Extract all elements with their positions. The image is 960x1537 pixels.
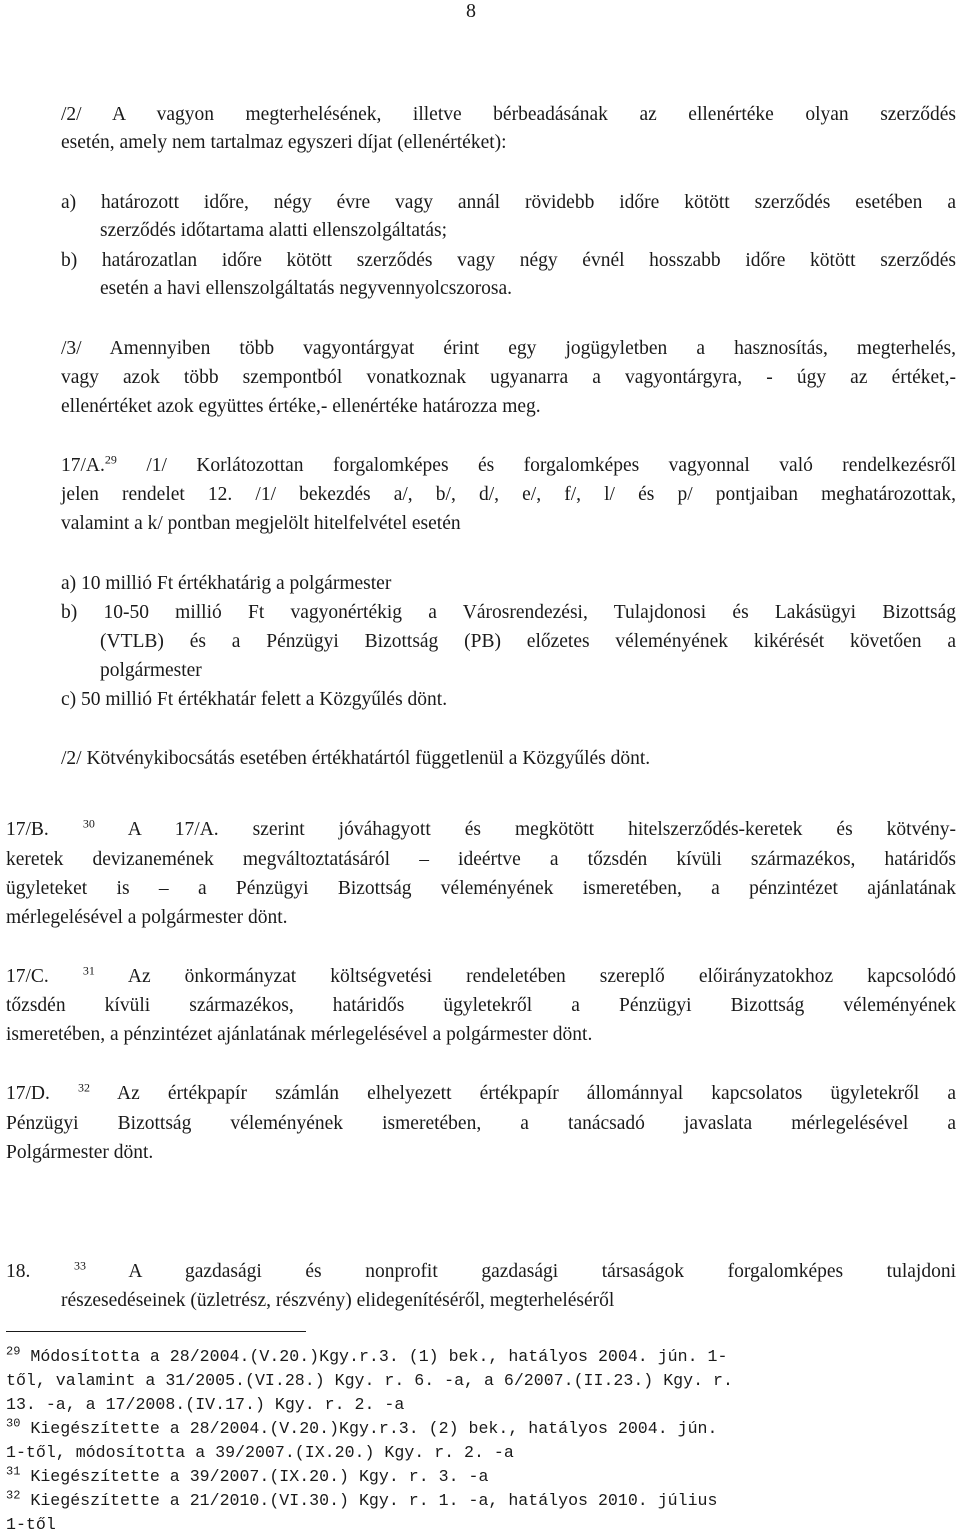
threshold-item-b-cont: polgármester [100,660,202,681]
threshold-item-a: a) 10 millió Ft értékhatárig a polgármester [61,573,392,594]
section-17d-heading: 17/D. [6,1083,78,1104]
footnote-ref-32: 32 [78,1080,90,1095]
footnote-number: 32 [6,1488,21,1503]
section-18-line: részesedéseinek (üzletrész, részvény) elidegenítéséről, megterheléséről [61,1290,615,1311]
para-2-line: esetén, amely nem tartalmaz egyszeri díjat (ellenértéket): [61,132,507,153]
para-2-line: /2/ A vagyon megterhelésének, illetve bérbeadásának az ellenértéke olyan szerződés [61,104,956,125]
footnote-30-cont: 1-től, módosította a 39/2007.(IX.20.) Kgy. r. 2. -a [6,1443,514,1462]
section-18-heading: 18. [6,1261,74,1282]
para-3-line: ellenértéket azok együttes értéke,- ellenértéke határozza meg. [61,396,541,417]
section-17d-line: Pénzügyi Bizottság véleményének ismeretében, a tanácsadó javaslata mérlegelésével a [6,1113,956,1134]
footnote-number: 31 [6,1464,21,1479]
threshold-item-b: b) 10-50 millió Ft vagyonértékig a Városrendezési, Tulajdonosi és Lakásügyi Bizottság [61,602,956,623]
footnote-29-cont: 13. -a, a 17/2008.(IV.17.) Kgy. r. 2. -a [6,1395,405,1414]
para-3-line: /3/ Amennyiben több vagyontárgyat érint egy jogügyletben a hasznosítás, megterhelés, [61,338,956,359]
section-18-line: 18. $^{33}$ A gazdasági és nonprofit gazdasági társaságok forgalomképes tulajdoni [6,1258,957,1282]
footnote-30: $^{30}$ Kiegészítette a 28/2004.(V.20.)Kgy.r.3. (2) bek., hatályos 2004. jún. [6,1416,718,1438]
section-17b-line: keretek devizanemének megváltoztatásáról – ideértve a tőzsdén kívüli származékos, határidős [6,849,956,870]
section-17b-line: mérlegelésével a polgármester dönt. [6,907,288,928]
footnote-31: $^{31}$ Kiegészítette a 39/2007.(IX.20.) Kgy. r. 3. -a [6,1464,489,1486]
section-17a-heading: 17/A. [61,455,105,476]
section-17b-line: 17/B. $^{30}$ A 17/A. szerint jóváhagyott és megkötött hitelszerződés-keretek és kötvény- [6,816,957,840]
footnote-32: $^{32}$ Kiegészítette a 21/2010.(VI.30.) Kgy. r. 1. -a, hatályos 2010. július [6,1488,718,1510]
footnote-ref-29: 29 [104,452,117,467]
footnote-ref-31: 31 [82,963,95,978]
section-17c-line: 17/C. $^{31}$ Az önkormányzat költségvetési rendeletében szereplő előirányzatokhoz kapcsolódó [6,963,956,987]
footnote-29: $^{29}$ Módosította a 28/2004.(V.20.)Kgy.r.3. (1) bek., hatályos 2004. jún. 1- [6,1344,728,1366]
section-17d-line: Polgármester dönt. [6,1142,154,1163]
footnote-number: 30 [6,1416,21,1431]
footnote-separator [6,1331,306,1332]
section-17a-line: jelen rendelet 12. /1/ bekezdés a/, b/, d/, e/, f/, l/ és p/ pontjaiban meghatározottak, [61,484,956,505]
para-3-line: vagy azok több szempontból vonatkoznak ugyanarra a vagyontárgyra, - úgy az értéket,- [61,367,956,388]
page-number: 8 [466,0,476,22]
section-17a-para-2: /2/ Kötvénykibocsátás esetében értékhatártól függetlenül a Közgyűlés dönt. [61,748,651,769]
footnote-32-cont: 1-től [6,1515,56,1534]
section-17c-line: ismeretében, a pénzintézet ajánlatának mérlegelésével a polgármester dönt. [6,1024,593,1045]
section-17a-line: valamint a k/ pontban megjelölt hitelfelvétel esetén [61,513,461,534]
footnote-ref-33: 33 [73,1258,86,1273]
section-17b-heading: 17/B. [6,819,83,840]
footnote-29-cont: től, valamint a 31/2005.(VI.28.) Kgy. r. 6. -a, a 6/2007.(II.23.) Kgy. r. [6,1371,733,1390]
threshold-item-b-cont: (VTLB) és a Pénzügyi Bizottság (PB) előzetes véleményének kikérését követően a [100,631,956,652]
section-17d-line: 17/D. $^{32}$ Az értékpapír számlán elhelyezett értékpapír állománnyal kapcsolatos ügyletekről a [6,1080,956,1104]
list-item-a-cont: szerződés időtartama alatti ellenszolgáltatás; [100,220,448,241]
section-17b-line: ügyleteket is – a Pénzügyi Bizottság véleményének ismeretében, a pénzintézet ajánlatának [6,878,956,899]
section-17c-heading: 17/C. [6,966,83,987]
footnote-number: 29 [6,1344,21,1359]
threshold-item-c: c) 50 millió Ft értékhatár felett a Közgyűlés dönt. [61,689,448,710]
list-item-b-cont: esetén a havi ellenszolgáltatás negyvennyolcszorosa. [100,278,513,299]
section-17a-line: 17/A.$^{29}$ /1/ Korlátozottan forgalomképes és forgalomképes vagyonnal való rendelkezésről [61,452,956,476]
list-item-a: a) határozott időre, négy évre vagy annál rövidebb időre kötött szerződés esetében a [61,192,956,213]
list-item-b: b) határozatlan időre kötött szerződés vagy négy évnél hosszabb időre kötött szerződés [61,250,956,271]
section-17c-line: tőzsdén kívüli származékos, határidős ügyletekről a Pénzügyi Bizottság véleményének [6,995,956,1016]
footnote-ref-30: 30 [82,816,95,831]
